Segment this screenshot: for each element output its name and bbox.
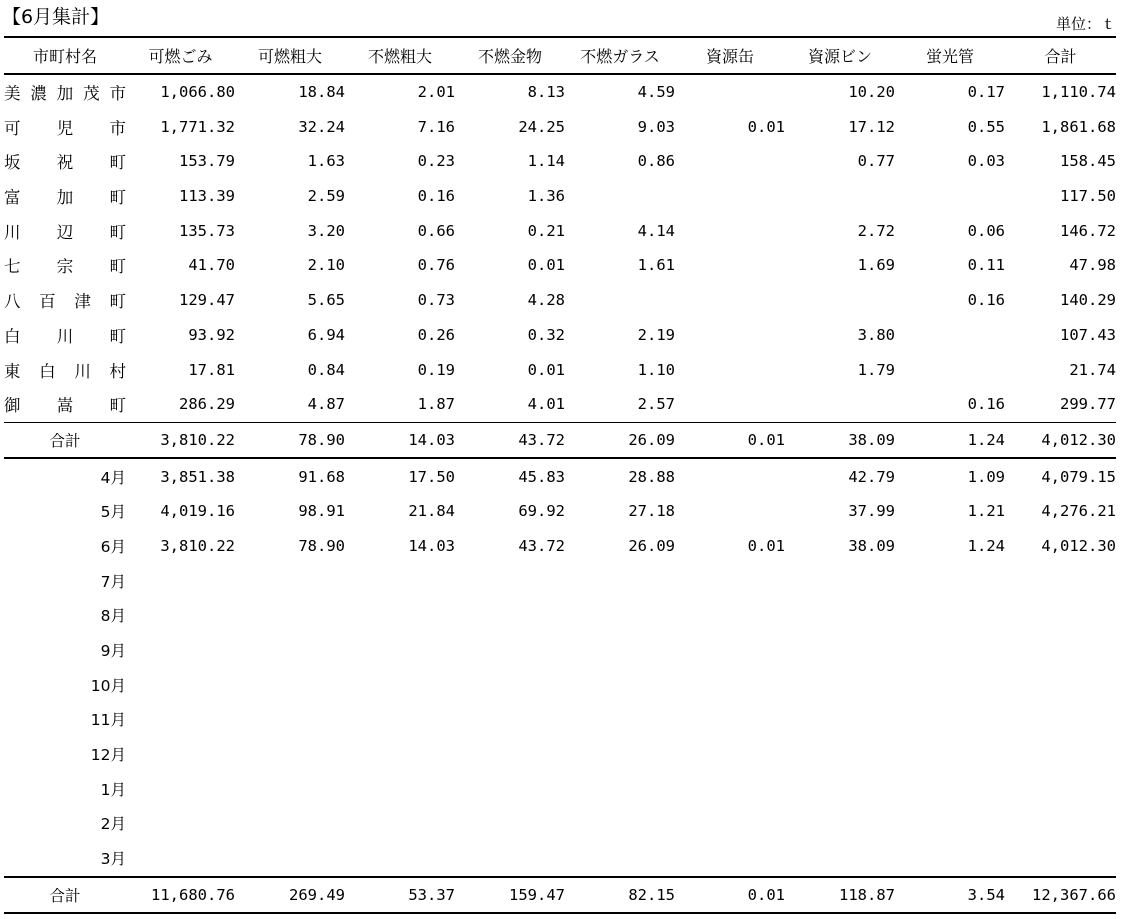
value-cell: 37.99: [848, 502, 895, 521]
value-cell: [675, 494, 785, 529]
value-cell: 43.72: [518, 536, 565, 555]
value-cell: 2.59: [307, 187, 345, 206]
value-cell: 0.84: [307, 360, 345, 379]
value-cell: 129.47: [179, 291, 235, 310]
value-cell: [1005, 841, 1116, 877]
value-cell: [675, 74, 785, 110]
value-cell: 18.84: [298, 83, 345, 102]
value-cell: [1005, 771, 1116, 806]
value-cell: 0.23: [417, 152, 455, 171]
value-cell: [1005, 737, 1116, 772]
value-cell: 2.19: [637, 325, 675, 344]
municipality-row-label: 八百津町: [4, 292, 126, 312]
value-cell: [345, 771, 455, 806]
total-cell: 1.24: [895, 422, 1005, 458]
value-cell: [455, 841, 565, 877]
value-cell: 4,012.30: [1041, 536, 1116, 555]
value-cell: [785, 633, 895, 668]
value-cell: 1.09: [967, 467, 1005, 486]
value-cell: [126, 598, 235, 633]
month-row: [4, 702, 1116, 737]
total-label: 合計: [4, 422, 126, 458]
value-cell: 32.24: [298, 117, 345, 136]
municipality-row: [4, 179, 1116, 214]
value-cell: [455, 702, 565, 737]
value-cell: 0.76: [417, 256, 455, 275]
value-cell: 0.01: [747, 536, 785, 555]
value-cell: [895, 702, 1005, 737]
value-cell: 0.16: [417, 187, 455, 206]
annual-total-label: 合計: [4, 877, 126, 914]
annual-total-row: [4, 877, 1116, 914]
municipality-row-label: 富加町: [4, 188, 126, 208]
value-cell: 3,851.38: [160, 467, 235, 486]
month-row-label: 6月: [100, 537, 126, 556]
value-cell: [235, 841, 345, 877]
value-cell: [126, 563, 235, 598]
municipal-total-section: [4, 422, 1116, 458]
value-cell: [675, 144, 785, 179]
value-cell: 2.72: [857, 221, 895, 240]
value-cell: 299.77: [1060, 395, 1116, 414]
value-cell: [1005, 633, 1116, 668]
municipality-row-label: 可児市: [4, 118, 126, 138]
month-row-label: 10月: [90, 676, 126, 695]
municipal-total-row: [4, 422, 1116, 458]
value-cell: [455, 633, 565, 668]
value-cell: [345, 841, 455, 877]
month-row: [4, 806, 1116, 841]
value-cell: 153.79: [179, 152, 235, 171]
value-cell: 7.16: [417, 117, 455, 136]
value-cell: 0.16: [967, 291, 1005, 310]
value-cell: [235, 598, 345, 633]
municipality-row-label: 七宗町: [4, 257, 126, 277]
value-cell: [675, 598, 785, 633]
value-cell: [565, 702, 675, 737]
value-cell: 4,079.15: [1041, 467, 1116, 486]
value-cell: 3.20: [307, 221, 345, 240]
value-cell: [235, 667, 345, 702]
total-cell: 0.01: [675, 422, 785, 458]
value-cell: 1.87: [417, 395, 455, 414]
value-cell: [675, 563, 785, 598]
month-row: [4, 598, 1116, 633]
total-cell: 14.03: [345, 422, 455, 458]
municipality-row: [4, 283, 1116, 318]
value-cell: [345, 702, 455, 737]
value-cell: [895, 179, 1005, 214]
value-cell: [455, 771, 565, 806]
value-cell: 1,771.32: [160, 117, 235, 136]
value-cell: 0.77: [857, 152, 895, 171]
value-cell: 158.45: [1060, 152, 1116, 171]
header-nonburnable-metal: 不燃金物: [455, 37, 565, 74]
value-cell: 4.14: [637, 221, 675, 240]
header-nonburnable-glass: 不燃ガラス: [565, 37, 675, 74]
annual-total-section: [4, 877, 1116, 914]
value-cell: [565, 841, 675, 877]
value-cell: 3.80: [857, 325, 895, 344]
annual-total-cell: 159.47: [455, 877, 565, 914]
month-row: [4, 667, 1116, 702]
month-row: [4, 458, 1116, 494]
value-cell: 286.29: [179, 395, 235, 414]
value-cell: [675, 667, 785, 702]
value-cell: [675, 352, 785, 387]
value-cell: [345, 737, 455, 772]
value-cell: 38.09: [848, 536, 895, 555]
value-cell: 0.86: [637, 152, 675, 171]
value-cell: [126, 737, 235, 772]
value-cell: [565, 737, 675, 772]
month-row: [4, 494, 1116, 529]
value-cell: [785, 841, 895, 877]
value-cell: 5.65: [307, 291, 345, 310]
value-cell: 0.17: [967, 83, 1005, 102]
value-cell: 41.70: [188, 256, 235, 275]
value-cell: [345, 598, 455, 633]
total-cell: 3,810.22: [126, 422, 235, 458]
municipality-row-label: 川辺町: [4, 222, 126, 242]
value-cell: [895, 841, 1005, 877]
value-cell: [565, 179, 675, 214]
value-cell: [675, 806, 785, 841]
header-total: 合計: [1005, 37, 1116, 74]
header-resource-bottles: 資源ビン: [785, 37, 895, 74]
month-row: [4, 737, 1116, 772]
value-cell: 0.21: [527, 221, 565, 240]
value-cell: [345, 563, 455, 598]
value-cell: [785, 598, 895, 633]
value-cell: 45.83: [518, 467, 565, 486]
month-row-label: 12月: [90, 746, 126, 765]
header-fluorescent-tubes: 蛍光管: [895, 37, 1005, 74]
value-cell: [785, 737, 895, 772]
value-cell: [1005, 563, 1116, 598]
value-cell: 1.79: [857, 360, 895, 379]
value-cell: 17.50: [408, 467, 455, 486]
value-cell: [895, 563, 1005, 598]
value-cell: [565, 771, 675, 806]
total-cell: 38.09: [785, 422, 895, 458]
month-row-label: 4月: [100, 468, 126, 487]
value-cell: [565, 598, 675, 633]
value-cell: 9.03: [637, 117, 675, 136]
total-cell: 4,012.30: [1005, 422, 1116, 458]
total-cell: 78.90: [235, 422, 345, 458]
value-cell: 1.69: [857, 256, 895, 275]
value-cell: 98.91: [298, 502, 345, 521]
value-cell: [895, 737, 1005, 772]
municipality-row: [4, 387, 1116, 422]
municipality-row-label: 白川町: [4, 326, 126, 346]
month-row: [4, 771, 1116, 806]
value-cell: [126, 667, 235, 702]
value-cell: [345, 667, 455, 702]
value-cell: 0.73: [417, 291, 455, 310]
month-row-label: 7月: [100, 572, 126, 591]
annual-total-cell: 53.37: [345, 877, 455, 914]
value-cell: [235, 806, 345, 841]
value-cell: 27.18: [628, 502, 675, 521]
value-cell: [675, 458, 785, 494]
header-resource-cans: 資源缶: [675, 37, 785, 74]
value-cell: 28.88: [628, 467, 675, 486]
header-row: [4, 37, 1116, 74]
value-cell: 0.26: [417, 325, 455, 344]
month-row-label: 11月: [90, 711, 126, 730]
value-cell: 91.68: [298, 467, 345, 486]
value-cell: 1.24: [967, 536, 1005, 555]
value-cell: 17.81: [188, 360, 235, 379]
collection-summary-table: [4, 36, 1116, 914]
value-cell: [455, 563, 565, 598]
municipality-row-label: 坂祝町: [4, 153, 126, 173]
value-cell: 4,019.16: [160, 502, 235, 521]
value-cell: 0.16: [967, 395, 1005, 414]
unit-label: 単位：ｔ: [1055, 15, 1116, 33]
value-cell: 24.25: [518, 117, 565, 136]
value-cell: [126, 806, 235, 841]
value-cell: 4.87: [307, 395, 345, 414]
value-cell: 0.06: [967, 221, 1005, 240]
value-cell: 4.28: [527, 291, 565, 310]
value-cell: 117.50: [1060, 187, 1116, 206]
municipality-row: [4, 109, 1116, 144]
header-burnable: 可燃ごみ: [126, 37, 235, 74]
value-cell: [1005, 806, 1116, 841]
annual-total-cell: 11,680.76: [126, 877, 235, 914]
value-cell: [1005, 598, 1116, 633]
value-cell: 69.92: [518, 502, 565, 521]
value-cell: 0.01: [527, 360, 565, 379]
value-cell: [235, 702, 345, 737]
month-row: [4, 563, 1116, 598]
month-row-label: 9月: [100, 642, 126, 661]
municipality-row-label: 東白川村: [4, 361, 126, 381]
value-cell: [126, 841, 235, 877]
value-cell: 21.84: [408, 502, 455, 521]
value-cell: [895, 771, 1005, 806]
month-row-label: 5月: [100, 503, 126, 522]
annual-total-cell: 269.49: [235, 877, 345, 914]
municipality-row: [4, 248, 1116, 283]
municipality-row: [4, 144, 1116, 179]
value-cell: 1,861.68: [1041, 117, 1116, 136]
value-cell: [675, 179, 785, 214]
value-cell: 0.55: [967, 117, 1005, 136]
value-cell: [235, 563, 345, 598]
header-municipality: 市町村名: [4, 37, 126, 74]
value-cell: [895, 598, 1005, 633]
value-cell: [895, 352, 1005, 387]
value-cell: 26.09: [628, 536, 675, 555]
value-cell: [565, 667, 675, 702]
value-cell: [785, 283, 895, 318]
value-cell: 17.12: [848, 117, 895, 136]
value-cell: [785, 806, 895, 841]
annual-total-cell: 0.01: [675, 877, 785, 914]
value-cell: 0.01: [527, 256, 565, 275]
value-cell: 0.03: [967, 152, 1005, 171]
annual-total-cell: 82.15: [565, 877, 675, 914]
value-cell: [126, 633, 235, 668]
value-cell: 1.36: [527, 187, 565, 206]
value-cell: 14.03: [408, 536, 455, 555]
value-cell: 21.74: [1069, 360, 1116, 379]
header-nonburnable-bulky: 不燃粗大: [345, 37, 455, 74]
value-cell: [345, 806, 455, 841]
value-cell: 4.01: [527, 395, 565, 414]
value-cell: 4,276.21: [1041, 502, 1116, 521]
municipality-row: [4, 213, 1116, 248]
value-cell: 1,110.74: [1041, 83, 1116, 102]
municipality-row: [4, 318, 1116, 353]
value-cell: 78.90: [298, 536, 345, 555]
total-cell: 43.72: [455, 422, 565, 458]
value-cell: [345, 633, 455, 668]
value-cell: 2.57: [637, 395, 675, 414]
value-cell: 1.61: [637, 256, 675, 275]
value-cell: [675, 213, 785, 248]
annual-total-cell: 118.87: [785, 877, 895, 914]
value-cell: 0.19: [417, 360, 455, 379]
value-cell: 8.13: [527, 83, 565, 102]
value-cell: 1.63: [307, 152, 345, 171]
month-row: [4, 841, 1116, 877]
value-cell: [455, 737, 565, 772]
municipality-row-label: 御嵩町: [4, 396, 126, 416]
value-cell: [126, 702, 235, 737]
value-cell: 0.66: [417, 221, 455, 240]
municipality-row: [4, 352, 1116, 387]
value-cell: [675, 387, 785, 422]
value-cell: [675, 702, 785, 737]
value-cell: [235, 633, 345, 668]
value-cell: 140.29: [1060, 291, 1116, 310]
value-cell: 6.94: [307, 325, 345, 344]
value-cell: [126, 771, 235, 806]
value-cell: 0.32: [527, 325, 565, 344]
value-cell: [565, 283, 675, 318]
value-cell: [675, 318, 785, 353]
value-cell: 93.92: [188, 325, 235, 344]
value-cell: [675, 283, 785, 318]
value-cell: [565, 563, 675, 598]
total-cell: 26.09: [565, 422, 675, 458]
value-cell: 0.11: [967, 256, 1005, 275]
value-cell: [455, 667, 565, 702]
value-cell: [785, 387, 895, 422]
value-cell: [785, 563, 895, 598]
value-cell: [1005, 667, 1116, 702]
header-burnable-bulky: 可燃粗大: [235, 37, 345, 74]
value-cell: 135.73: [179, 221, 235, 240]
month-row-label: 8月: [100, 607, 126, 626]
sheet-title: 【6月集計】: [2, 6, 110, 28]
municipality-rows: [4, 74, 1116, 422]
value-cell: [675, 248, 785, 283]
value-cell: 42.79: [848, 467, 895, 486]
value-cell: [785, 702, 895, 737]
value-cell: 0.01: [747, 117, 785, 136]
month-row: [4, 529, 1116, 564]
value-cell: [895, 633, 1005, 668]
monthly-rows: [4, 458, 1116, 876]
value-cell: [785, 771, 895, 806]
value-cell: 1,066.80: [160, 83, 235, 102]
value-cell: 1.14: [527, 152, 565, 171]
month-row-label: 3月: [100, 850, 126, 869]
value-cell: [235, 771, 345, 806]
annual-total-cell: 12,367.66: [1005, 877, 1116, 914]
value-cell: 107.43: [1060, 325, 1116, 344]
value-cell: [895, 318, 1005, 353]
value-cell: [235, 737, 345, 772]
value-cell: 2.01: [417, 83, 455, 102]
municipality-row: [4, 74, 1116, 110]
value-cell: [675, 841, 785, 877]
value-cell: [895, 667, 1005, 702]
value-cell: [675, 737, 785, 772]
value-cell: 1.21: [967, 502, 1005, 521]
value-cell: [565, 633, 675, 668]
month-row-label: 2月: [100, 815, 126, 834]
value-cell: [565, 806, 675, 841]
value-cell: [895, 806, 1005, 841]
value-cell: [675, 633, 785, 668]
value-cell: [785, 179, 895, 214]
value-cell: [1005, 702, 1116, 737]
month-row-label: 1月: [100, 780, 126, 799]
value-cell: 4.59: [637, 83, 675, 102]
month-row: [4, 633, 1116, 668]
value-cell: 47.98: [1069, 256, 1116, 275]
value-cell: 113.39: [179, 187, 235, 206]
annual-total-cell: 3.54: [895, 877, 1005, 914]
value-cell: [785, 667, 895, 702]
value-cell: [455, 598, 565, 633]
value-cell: 2.10: [307, 256, 345, 275]
value-cell: 146.72: [1060, 221, 1116, 240]
value-cell: 10.20: [848, 83, 895, 102]
value-cell: 1.10: [637, 360, 675, 379]
value-cell: 3,810.22: [160, 536, 235, 555]
value-cell: [455, 806, 565, 841]
value-cell: [675, 771, 785, 806]
municipality-row-label: 美濃加茂市: [4, 84, 126, 104]
